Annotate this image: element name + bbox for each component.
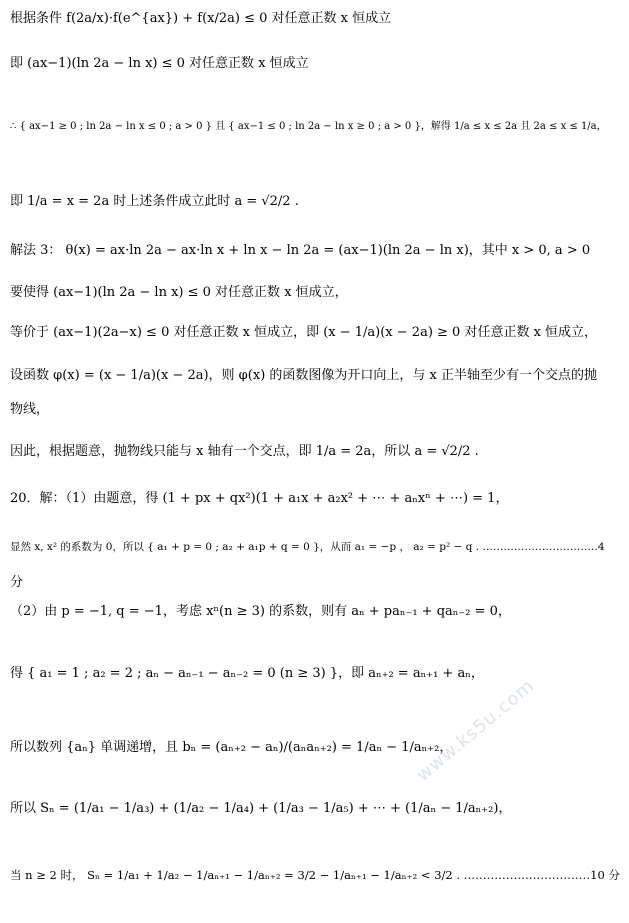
text-line: 解法 3： θ(x) = ax·ln 2a − ax·ln x + ln x − ln 2a = (ax−1)(ln 2a − ln x)，其中 x > 0, a > 0 [10,243,591,258]
text-line: 20．解：（1）由题意，得 (1 + px + qx²)(1 + a₁x + a₂x² + ⋯ + aₙxⁿ + ⋯) = 1， [10,491,509,506]
text-line: 物线， [10,402,50,417]
text-line: 即 1/a = x = 2a 时上述条件成立此时 a = √2/2 . [10,194,299,209]
text-line: 分 [10,575,24,590]
text-line: 显然 x, x² 的系数为 0，所以 { a₁ + p = 0 ; a₂ + a₁p + q = 0 }，从而 a₁ = −p ， a₂ = p² − q . ……………………………4 [10,541,605,553]
text-line: ∴ { ax−1 ≥ 0 ; ln 2a − ln x ≤ 0 ; a > 0 } 且 { ax−1 ≤ 0 ; ln 2a − ln x ≥ 0 ; a > 0 }，解得 1/a ≤ x ≤ 2a 且 2a ≤ x ≤ 1/a， [10,121,607,132]
text-line: 即 (ax−1)(ln 2a − ln x) ≤ 0 对任意正数 x 恒成立 [10,56,309,71]
text-line: 得 { a₁ = 1 ; a₂ = 2 ; aₙ − aₙ₋₁ − aₙ₋₂ = 0 (n ≥ 3) }，即 aₙ₊₂ = aₙ₊₁ + aₙ， [10,666,484,681]
text-line: （2）由 p = −1, q = −1，考虑 xⁿ(n ≥ 3) 的系数，则有 aₙ + paₙ₋₁ + qaₙ₋₂ = 0， [10,604,511,619]
text-line: 当 n ≥ 2 时， Sₙ = 1/a₁ + 1/a₂ − 1/aₙ₊₁ − 1/aₙ₊₂ = 3/2 − 1/aₙ₊₁ − 1/aₙ₊₂ < 3/2 . ……………………………10 分 [10,868,620,882]
text-line: 设函数 φ(x) = (x − 1/a)(x − 2a)，则 φ(x) 的函数图像为开口向上，与 x 正半轴至少有一个交点的抛 [10,368,597,383]
text-line: 要使得 (ax−1)(ln 2a − ln x) ≤ 0 对任意正数 x 恒成立， [10,285,348,300]
text-line: 所以 Sₙ = (1/a₁ − 1/a₃) + (1/a₂ − 1/a₄) + (1/a₃ − 1/a₅) + ⋯ + (1/aₙ − 1/aₙ₊₂)， [10,801,512,816]
text-line: 根据条件 f(2a/x)·f(e^{ax}) + f(x/2a) ≤ 0 对任意正数 x 恒成立 [10,11,392,26]
text-line: 因此，根据题意，抛物线只能与 x 轴有一个交点，即 1/a = 2a，所以 a = √2/2 . [10,444,479,459]
text-line: 所以数列 {aₙ} 单调递增，且 bₙ = (aₙ₊₂ − aₙ)/(aₙaₙ₊₂) = 1/aₙ − 1/aₙ₊₂， [10,740,453,755]
watermark: www.ks5u.com [412,675,539,786]
text-line: 等价于 (ax−1)(2a−x) ≤ 0 对任意正数 x 恒成立，即 (x − 1/a)(x − 2a) ≥ 0 对任意正数 x 恒成立， [10,325,598,340]
